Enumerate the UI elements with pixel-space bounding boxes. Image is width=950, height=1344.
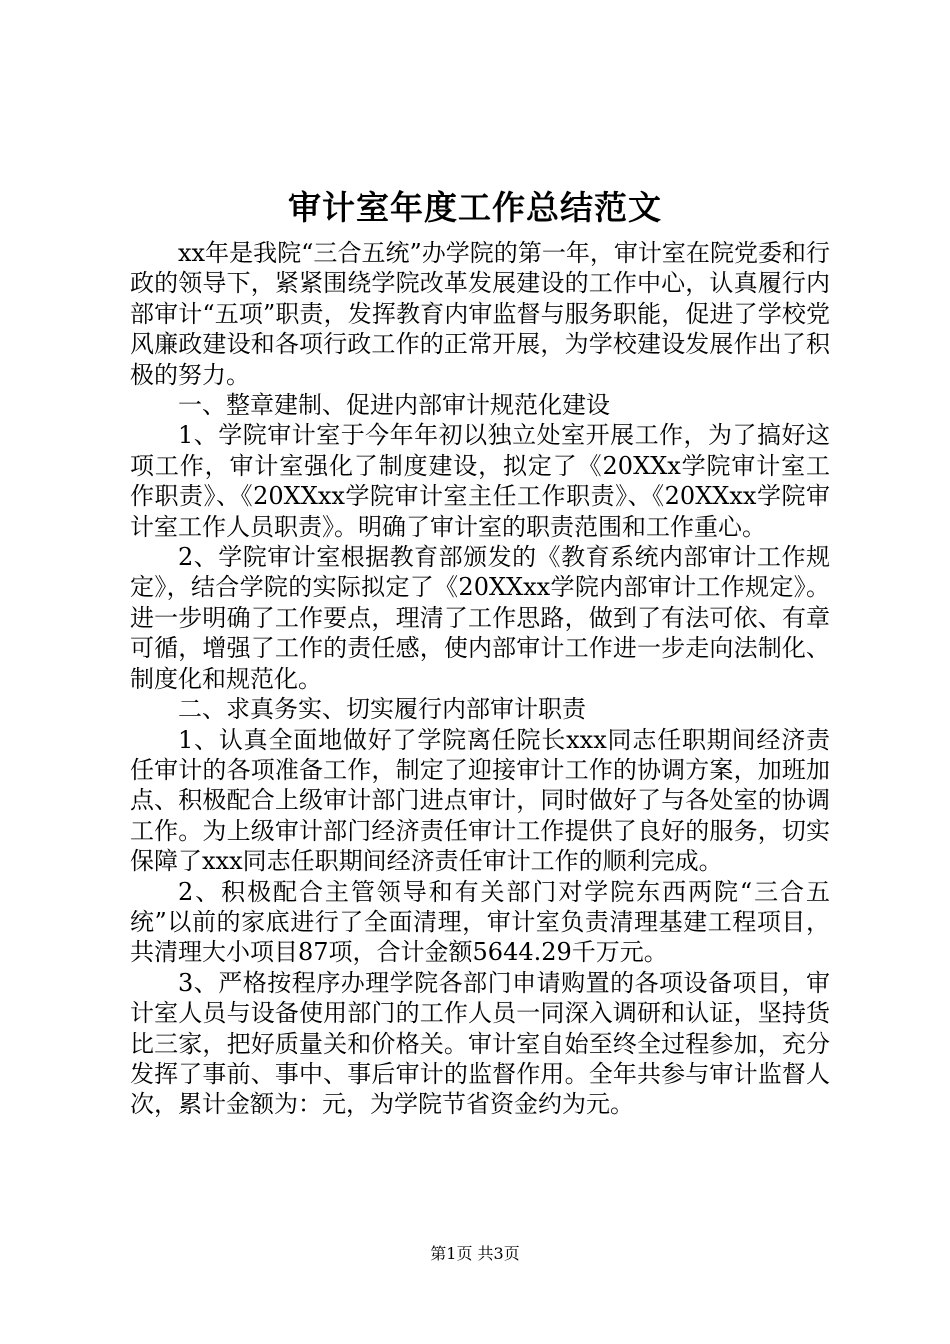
section-2-item-2: 2、积极配合主管领导和有关部门对学院东西两院“三合五统”以前的家底进行了全面清理，审计室负责清理基建工程项目，共清理大小项目87项，合计金额5644.29千万元。 (130, 877, 830, 967)
document-body (130, 238, 830, 1120)
section-2-item-3: 3、严格按程序办理学院各部门申请购置的各项设备项目，审计室人员与设备使用部门的工作人员一同深入调研和认证，坚持货比三家，把好质量关和价格关。审计室自始至终全过程参加，充分发挥了事前、事中、事后审计的监督作用。全年共参与审计监督人次，累计金额为：元，为学院节省资金约为元。 (130, 968, 830, 1119)
page-number-footer: 第1页 共3页 (430, 1244, 520, 1263)
section-1-item-1: 1、学院审计室于今年年初以独立处室开展工作，为了搞好这项工作，审计室强化了制度建设，拟定了《20XXx学院审计室工作职责》、《20XXxx学院审计室主任工作职责》、《20XXxx学院审计室工作人员职责》。明确了审计室的职责范围和工作重心。 (130, 421, 830, 541)
section-2-item-1: 1、认真全面地做好了学院离任院长xxx同志任职期间经济责任审计的各项准备工作，制定了迎接审计工作的协调方案，加班加点、积极配合上级审计部门进点审计，同时做好了与各处室的协调工作。为上级审计部门经济责任审计工作提供了良好的服务，切实保障了xxx同志任职期间经济责任审计工作的顺利完成。 (130, 725, 830, 876)
document-title: 审计室年度工作总结范文 (288, 188, 662, 227)
section-heading-2: 二、求真务实、切实履行内部审计职责 (178, 695, 586, 724)
intro-paragraph: xx年是我院“三合五统”办学院的第一年，审计室在院党委和行政的领导下，紧紧围绕学院改革发展建设的工作中心，认真履行内部审计“五项”职责，发挥教育内审监督与服务职能，促进了学校党风廉政建设和各项行政工作的正常开展，为学校建设发展作出了积极的努力。 (130, 239, 830, 389)
section-heading-1: 一、整章建制、促进内部审计规范化建设 (178, 391, 610, 420)
section-1-item-2: 2、学院审计室根据教育部颁发的《教育系统内部审计工作规定》，结合学院的实际拟定了《20XXxx学院内部审计工作规定》。进一步明确了工作要点，理清了工作思路，做到了有法可依、有章可循，增强了工作的责任感，使内部审计工作进一步走向法制化、制度化和规范化。 (130, 543, 830, 693)
